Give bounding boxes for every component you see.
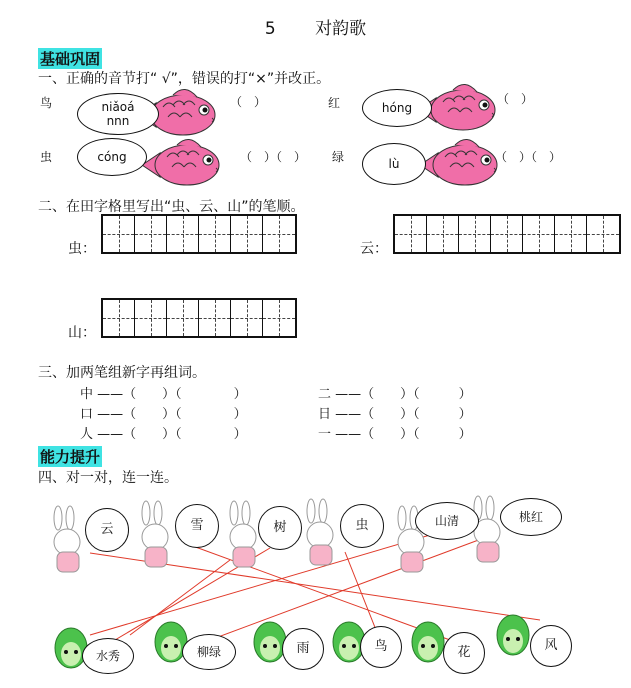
match-bottom-item[interactable]: 风 <box>530 625 572 667</box>
q1-blank-chong[interactable]: （ ）（ ） <box>240 150 307 164</box>
q4-heading: 四、对一对，连一连。 <box>38 470 178 486</box>
q1-char-chong: 虫 <box>40 150 53 164</box>
q2-label-yun: 云： <box>360 241 388 257</box>
q3-heading: 三、加两笔组新字再组词。 <box>38 365 206 381</box>
match-top-item[interactable]: 雪 <box>175 504 219 548</box>
match-top-item[interactable]: 云 <box>85 508 129 552</box>
q1-blank-lv[interactable]: （ ）（ ） <box>495 150 562 164</box>
q3-row-left[interactable]: 中 ——（ ）（ ） <box>80 387 247 402</box>
pinyin-bubble-hong: hóng <box>362 89 432 127</box>
pinyin-bubble-chong: cóng <box>77 138 147 176</box>
q1-blank-hong[interactable]: （ ） <box>497 92 534 106</box>
q3-row-right[interactable]: 日 ——（ ）（ ） <box>318 407 472 422</box>
match-bottom-item[interactable]: 水秀 <box>82 638 134 674</box>
q1-heading: 一、正确的音节打“ √”，错误的打“×”并改正。 <box>38 71 331 87</box>
match-bottom-item[interactable]: 花 <box>443 632 485 674</box>
q3-row-left[interactable]: 人 ——（ ）（ ） <box>80 427 247 442</box>
q2-label-shan: 山： <box>68 325 96 341</box>
match-top-item[interactable]: 桃红 <box>500 498 562 536</box>
section-ability-label: 能力提升 <box>40 448 101 466</box>
match-top-item[interactable]: 山清 <box>415 502 479 540</box>
pinyin-bubble-niao: niǎoá nnn <box>77 93 159 135</box>
lesson-number: 5 <box>264 19 276 39</box>
q1-char-niao: 鸟 <box>40 96 53 110</box>
section-basic-label: 基础巩固 <box>40 50 101 68</box>
connector-line <box>90 535 430 635</box>
q1-char-hong: 红 <box>328 96 341 110</box>
q3-row-right[interactable]: 一 ——（ ）（ ） <box>318 427 472 442</box>
q3-row-left[interactable]: 口 ——（ ）（ ） <box>80 407 247 422</box>
pinyin-bubble-lv: lù <box>362 143 426 185</box>
q2-heading: 二、在田字格里写出“虫、云、山”的笔顺。 <box>38 199 305 215</box>
match-bottom-item[interactable]: 柳绿 <box>182 634 236 670</box>
match-top-item[interactable]: 树 <box>258 506 302 550</box>
connector-line <box>130 560 230 635</box>
lesson-title: 对韵歌 <box>315 19 367 39</box>
q3-row-right[interactable]: 二 ——（ ）（ ） <box>318 387 472 402</box>
q2-label-chong: 虫： <box>68 241 96 257</box>
match-top-item[interactable]: 虫 <box>340 504 384 548</box>
q1-char-lv: 绿 <box>332 150 345 164</box>
match-bottom-item[interactable]: 鸟 <box>360 626 402 668</box>
q1-blank-niao[interactable]: （ ） <box>230 95 267 109</box>
match-bottom-item[interactable]: 雨 <box>282 628 324 670</box>
